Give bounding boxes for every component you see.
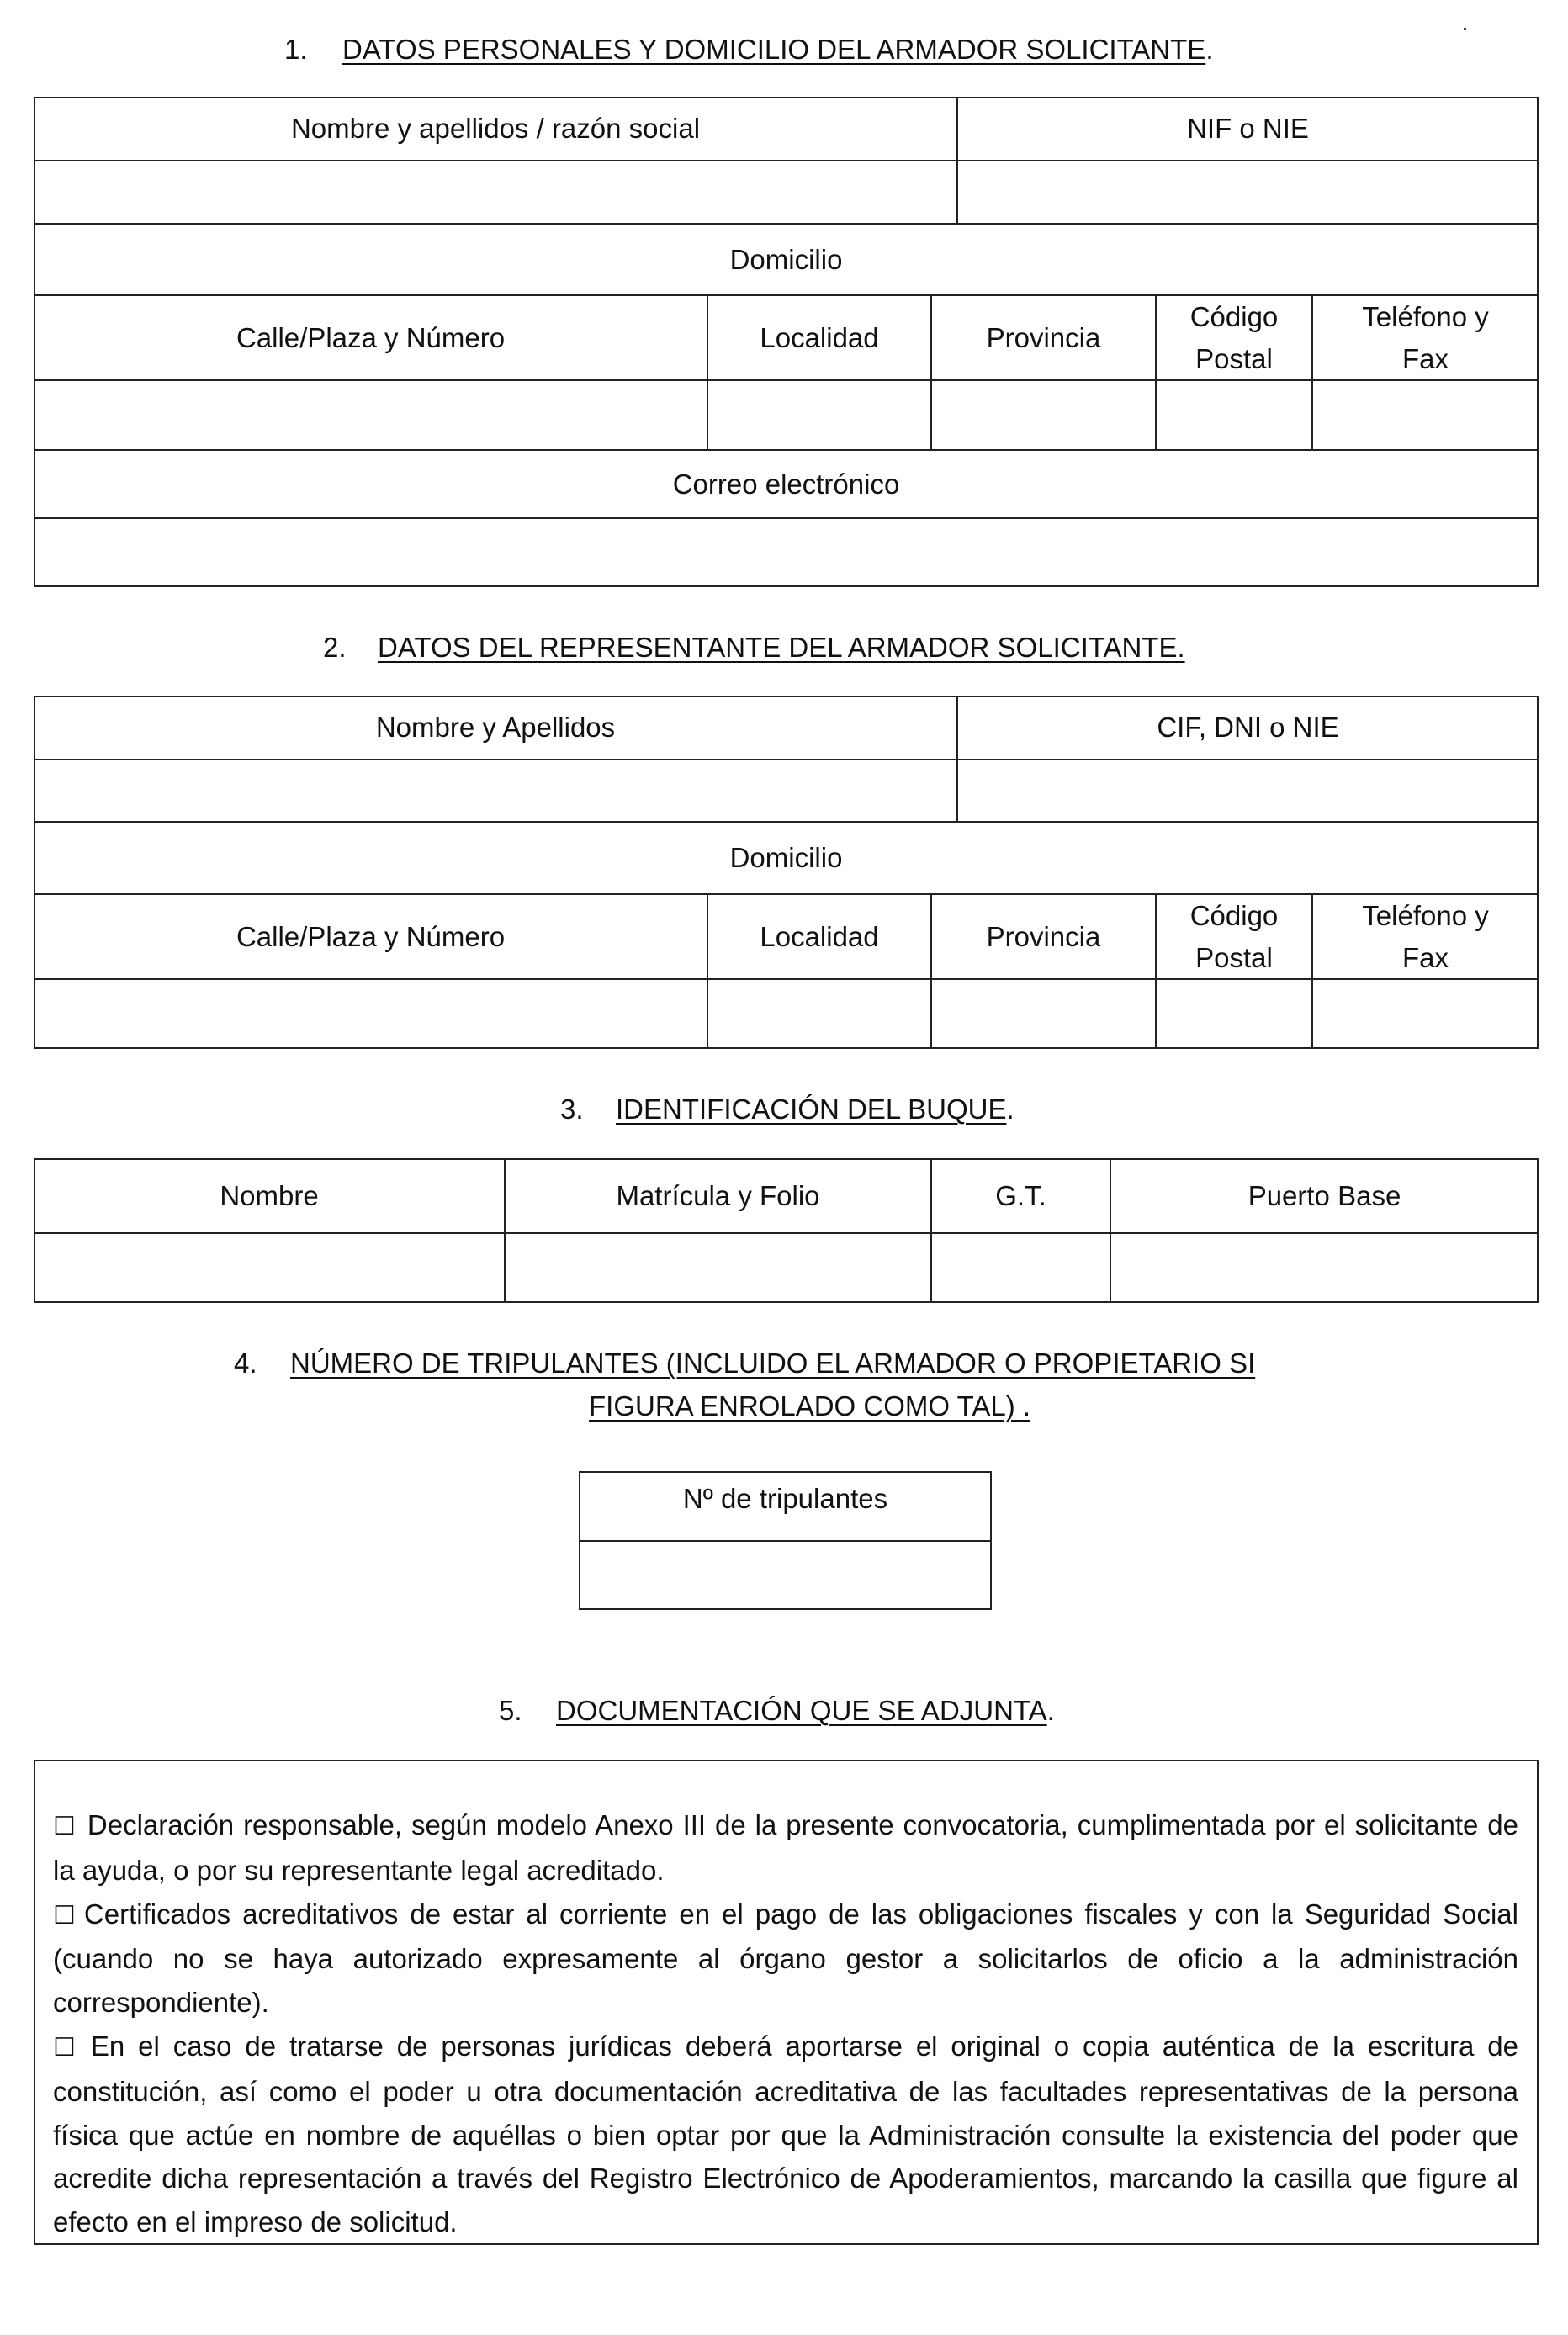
header-rep-phone-fax: Teléfono y Fax <box>1362 899 1489 973</box>
rep-locality-field[interactable] <box>708 980 930 1047</box>
registration-field[interactable] <box>506 1234 930 1301</box>
section-number: 1. <box>284 34 308 65</box>
section-title: DOCUMENTACIÓN QUE SE ADJUNTA <box>556 1695 1047 1726</box>
vessel-name-field[interactable] <box>35 1234 504 1301</box>
header-province: Provincia <box>986 321 1101 353</box>
checkbox-icon[interactable]: ☐ <box>53 1813 76 1840</box>
header-rep-street: Calle/Plaza y Número <box>236 920 506 952</box>
header-rep-id: CIF, DNI o NIE <box>1157 712 1339 743</box>
name-field[interactable] <box>35 161 956 223</box>
section-title: DATOS PERSONALES Y DOMICILIO DEL ARMADOR SOLICITANTE <box>342 34 1206 65</box>
rep-province-field[interactable] <box>932 980 1155 1047</box>
header-registration: Matrícula y Folio <box>616 1179 820 1211</box>
doc-item <box>53 1803 1518 1893</box>
rep-id-field[interactable] <box>958 760 1537 821</box>
header-rep-postal-code: Código Postal <box>1189 899 1279 973</box>
header-rep-province: Provincia <box>986 920 1101 952</box>
stray-dot-mark <box>1464 28 1466 30</box>
doc-item-text: Declaración responsable, según modelo Anexo III de la presente convocatoria, cumplimentada por el solicitante de la ayuda, o por su representante legal acreditado. <box>53 1809 1518 1886</box>
phone-fax-field[interactable] <box>1313 381 1537 449</box>
header-rep-name: Nombre y Apellidos <box>375 712 616 743</box>
rep-phone-fax-field[interactable] <box>1313 980 1537 1047</box>
header-email: Correo electrónico <box>672 468 900 500</box>
checkbox-icon[interactable]: ☐ <box>53 1901 76 1930</box>
doc-item <box>53 1893 1518 2025</box>
header-phone-fax: Teléfono y Fax <box>1362 300 1489 374</box>
header-rep-locality: Localidad <box>760 920 879 952</box>
section-3-heading <box>560 1088 1014 1130</box>
header-street: Calle/Plaza y Número <box>236 321 506 353</box>
section-2-heading <box>323 627 1185 669</box>
header-postal-code: Código Postal <box>1189 300 1279 374</box>
section-number: 5. <box>499 1695 522 1726</box>
section-number: 2. <box>323 632 347 663</box>
section-title: IDENTIFICACIÓN DEL BUQUE <box>616 1093 1007 1125</box>
rep-postal-code-field[interactable] <box>1157 980 1311 1047</box>
home-port-field[interactable] <box>1111 1234 1537 1301</box>
section-title-line-1: NÚMERO DE TRIPULANTES (INCLUIDO EL ARMADOR O PROPIETARIO SI <box>290 1348 1256 1379</box>
heading-period: . <box>1046 1695 1055 1726</box>
gt-field[interactable] <box>932 1234 1110 1301</box>
province-field[interactable] <box>932 381 1155 449</box>
section-number: 4. <box>234 1348 257 1379</box>
doc-item-text: Certificados acreditativos de estar al corriente en el pago de las obligaciones fiscales y con la Seguridad Social (cuando no se haya autorizado expresamente al órgano gestor a solicitarlos de oficio a la administración correspondiente). <box>53 1898 1518 2019</box>
header-name: Nombre y apellidos / razón social <box>290 113 701 144</box>
header-gt: G.T. <box>995 1179 1046 1211</box>
heading-period: . <box>1205 34 1214 65</box>
header-domicilio: Domicilio <box>729 243 843 275</box>
header-crew-count: Nº de tripulantes <box>682 1483 888 1514</box>
crew-count-field[interactable] <box>580 1542 990 1608</box>
rep-street-field[interactable] <box>35 980 707 1047</box>
header-rep-domicilio: Domicilio <box>729 842 843 873</box>
header-nif: NIF o NIE <box>1187 113 1309 144</box>
section-title-line-2: FIGURA ENROLADO COMO TAL) . <box>589 1390 1031 1422</box>
section-title: DATOS DEL REPRESENTANTE DEL ARMADOR SOLICITANTE. <box>378 632 1185 663</box>
heading-period: . <box>1006 1093 1014 1125</box>
section-number: 3. <box>560 1093 584 1125</box>
header-locality: Localidad <box>760 321 879 353</box>
doc-item-text: En el caso de tratarse de personas jurídicas deberá aportarse el original o copia auténtica de la escritura de constitución, así como el poder u otra documentación acreditativa de las facultades representativas de la persona física que actúe en nombre de aquéllas o bien optar por que la Administración consulte la existencia del poder que acredite dicha representación a través del Registro Electrónico de Apoderamientos, marcando la casilla que figure al efecto en el impreso de solicitud. <box>53 2030 1518 2238</box>
checkbox-icon[interactable]: ☐ <box>53 2033 76 2062</box>
header-home-port: Puerto Base <box>1248 1179 1401 1211</box>
postal-code-field[interactable] <box>1157 381 1311 449</box>
documentation-box <box>34 1760 1539 2245</box>
locality-field[interactable] <box>708 381 930 449</box>
header-vessel-name: Nombre <box>220 1179 319 1211</box>
section-5-heading <box>499 1690 1055 1732</box>
section-4-heading <box>234 1342 1255 1385</box>
section-4-heading-line-2 <box>589 1385 1030 1427</box>
email-field[interactable] <box>35 519 1537 585</box>
street-field[interactable] <box>35 381 707 449</box>
section-1-heading <box>284 29 1213 71</box>
nif-field[interactable] <box>958 161 1537 223</box>
rep-name-field[interactable] <box>35 760 956 821</box>
doc-item <box>53 2025 1518 2244</box>
